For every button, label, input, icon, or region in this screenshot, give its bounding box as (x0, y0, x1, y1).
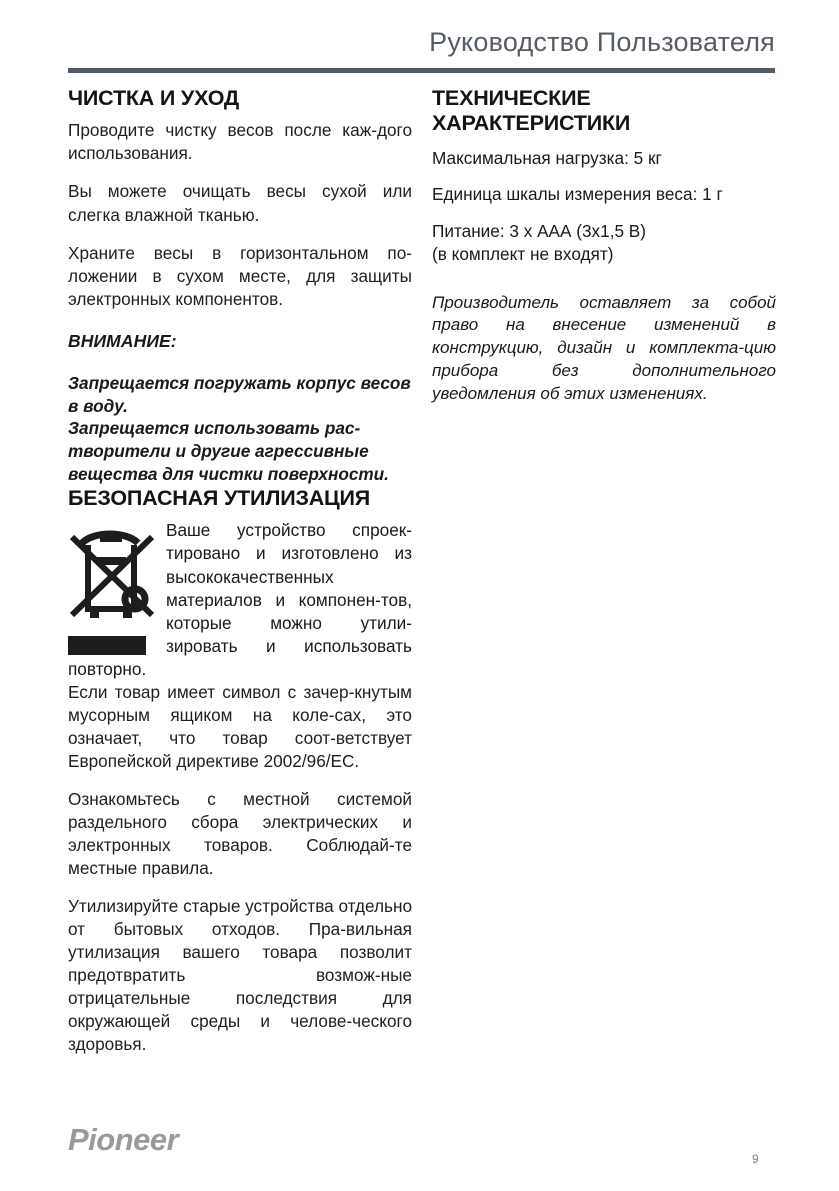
disposal-intro-block (68, 519, 412, 680)
care-paragraph-2: Вы можете очищать весы сухой или слегка влажной тканью. (68, 181, 412, 225)
weee-black-bar (68, 636, 146, 655)
spec-max-load: Максимальная нагрузка: 5 кг (432, 147, 662, 168)
specs-heading-line-2: ХАРАКТЕРИСТИКИ (432, 111, 631, 136)
disposal-paragraph-3: Утилизируйте старые устройства отдельно от бытовых отходов. Пра-вильная утилизация вашего товара позволит предотвратить возмож-ные отрицательные последствия для окружающей среды и челове-ческого здоровья. (68, 896, 413, 1055)
page-header (68, 28, 775, 58)
section-title-specs (432, 86, 776, 137)
spec-power-note: (в комплект не входят) (432, 243, 614, 264)
attention-line-2: Запрещается использовать рас-творители и другие агрессивные вещества для чистки поверхности. (68, 418, 389, 485)
right-column (432, 86, 776, 406)
header-title: Руководство Пользователя (429, 27, 775, 57)
section-title-care: ЧИСТКА И УХОД (68, 86, 240, 110)
section-title-disposal: БЕЗОПАСНАЯ УТИЛИЗАЦИЯ (68, 486, 371, 511)
attention-line-1: Запрещается погружать корпус весов в воду. (68, 372, 411, 416)
disposal-intro-text: Ваше устройство спроек-тировано и изготовлено из высококачественных материалов и компонен-тов, которые можно утили-зировать и использовать повторно. (68, 520, 412, 679)
spec-graduation: Единица шкалы измерения веса: 1 г (432, 184, 723, 205)
left-column (68, 86, 412, 1056)
care-paragraph-3: Храните весы в горизонтальном по-ложении в сухом месте, для защиты электронных компонентов. (68, 242, 412, 309)
care-paragraph-1: Проводите чистку весов после каж-дого использования. (68, 120, 412, 164)
disposal-paragraph-2: Ознакомьтесь с местной системой раздельного сбора электрических и электронных товаров. Соблюдай-те местные правила. (68, 788, 412, 879)
brand-logo: Pioneer (68, 1122, 179, 1157)
specs-heading-line-1: ТЕХНИЧЕСКИЕ (432, 86, 591, 110)
page-number: 9 (752, 1152, 759, 1166)
header-divider (68, 68, 775, 73)
attention-label: ВНИМАНИЕ: (68, 330, 177, 351)
disposal-paragraph-1: Если товар имеет символ с зачер-кнутым мусорным ящиком на коле-сах, это означает, что товар соот-ветствует Европейской директиве 2002/96/EC. (68, 681, 412, 771)
spec-power: Питание: 3 х ААА (3x1,5 В) (432, 221, 646, 242)
manufacturer-disclaimer: Производитель оставляет за собой право на внесение изменений в конструкцию, дизайн и комплекта-цию прибора без дополнительного уведомления об этих изменениях. (432, 292, 776, 404)
crossed-out-wheelie-bin-icon (68, 523, 156, 655)
